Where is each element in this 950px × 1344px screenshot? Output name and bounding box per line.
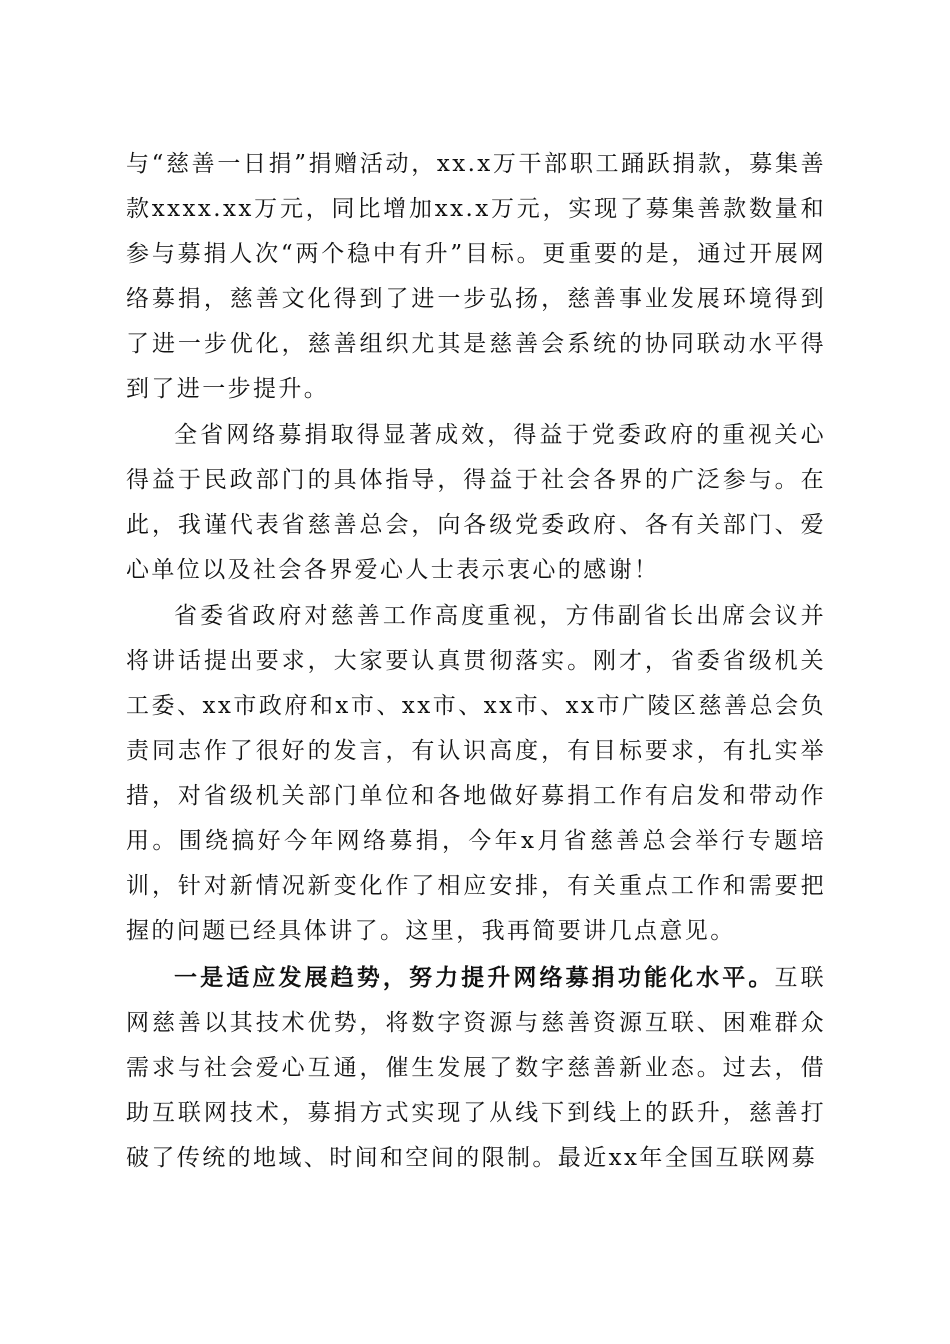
paragraph [126, 413, 826, 593]
paragraph-text: 全省网络募捐取得显著成效，得益于党委政府的重视关心得益于民政部门的具体指导，得益于社会各界的广泛参与。在此，我谨代表省慈善总会，向各级党委政府、各有关部门、爱心单位以及社会各界爱心人士表示衷心的感谢！ [126, 422, 826, 583]
paragraph-continued [126, 142, 826, 412]
document-body [126, 142, 826, 1182]
paragraph-text: 与“慈善一日捐”捐赠活动，xx.x万干部职工踊跃捐款，募集善款xxxx.xx万元，同比增加xx.x万元，实现了募集善款数量和参与募捐人次“两个稳中有升”目标。更重要的是，通过开展网络募捐，慈善文化得到了进一步弘扬，慈善事业发展环境得到了进一步优化，慈善组织尤其是慈善会系统的协同联动水平得到了进一步提升。 [126, 151, 826, 402]
paragraph-text: 省委省政府对慈善工作高度重视，方伟副省长出席会议并将讲话提出要求，大家要认真贯彻落实。刚才，省委省级机关工委、xx市政府和x市、xx市、xx市、xx市广陵区慈善总会负责同志作了很好的发言，有认识高度，有目标要求，有扎实举措，对省级机关部门单位和各地做好募捐工作有启发和带动作用。围绕搞好今年网络募捐，今年x月省慈善总会举行专题培训，针对新情况新变化作了相应安排，有关重点工作和需要把握的问题已经具体讲了。这里，我再简要讲几点意见。 [126, 603, 826, 944]
paragraph-text: 互联网慈善以其技术优势，将数字资源与慈善资源互联、困难群众需求与社会爱心互通，催生发展了数字慈善新业态。过去，借助互联网技术，募捐方式实现了从线下到线上的跃升，慈善打破了传统的地域、时间和空间的限制。最近xx年全国互联网募 [126, 965, 826, 1171]
paragraph-lead-heading: 一是适应发展趋势，努力提升网络募捐功能化水平。 [174, 964, 775, 991]
paragraph [126, 955, 826, 1181]
paragraph [126, 594, 826, 954]
